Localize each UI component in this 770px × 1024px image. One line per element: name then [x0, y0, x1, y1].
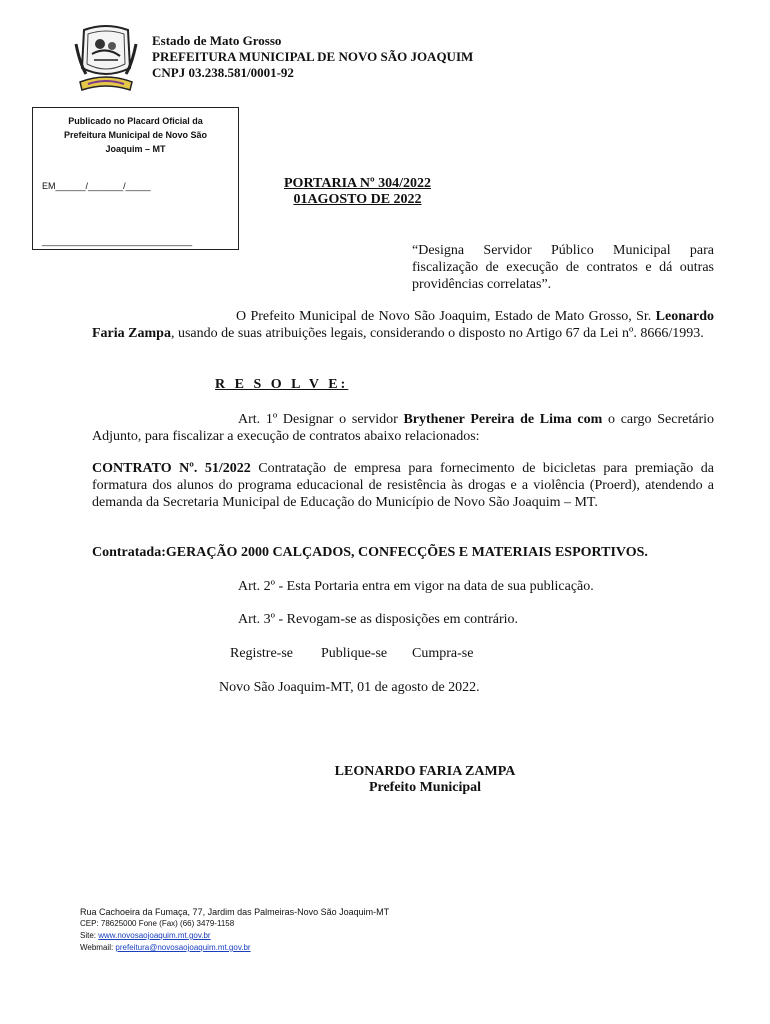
- registre-se: Registre-se: [230, 646, 293, 661]
- signatory-name: LEONARDO FARIA ZAMPA: [334, 764, 516, 779]
- portaria-date: 01AGOSTO DE 2022: [293, 192, 422, 207]
- ementa: “Designa Servidor Público Municipal para fiscalização de execução de contratos e dá outras providências correlatas”.: [412, 243, 714, 292]
- preamble-paragraph: [92, 308, 714, 342]
- footer-site-label: Site:: [80, 931, 99, 940]
- stamp-signature-line: ______________________________: [42, 236, 193, 246]
- article-1-text-2: o cargo Secretário Adjunto, para fiscalizar a execução de contratos abaixo relacionados:: [92, 412, 715, 444]
- resolve-heading: R E S O L V E:: [215, 377, 349, 392]
- stamp-date-line: EM______/_______/_____: [42, 181, 151, 191]
- portaria-heading: [230, 176, 485, 208]
- letterhead: [152, 33, 473, 81]
- signature-block: [230, 764, 620, 796]
- article-1-servant: Brythener Pereira de Lima com: [403, 412, 603, 427]
- preamble-mayor-name: Leonardo Faria Zampa: [92, 309, 714, 341]
- municipal-coat-of-arms-icon: [74, 24, 138, 94]
- contract-description: Contratação de empresa para fornecimento de bicicletas para premiação da formatura dos alunos do programa educacional de resistência às drogas e a violência (Proerd), atendendo a demanda da Secretaria Municipal de Educação do Município de Novo São Joaquim – MT.: [92, 461, 714, 510]
- contract-paragraph: [92, 460, 714, 511]
- cumpra-se: Cumpra-se: [412, 646, 474, 661]
- place-date: Novo São Joaquim-MT, 01 de agosto de 2022.: [219, 680, 480, 695]
- publique-se: Publique-se: [321, 646, 388, 661]
- footer-webmail-link[interactable]: prefeitura@novosaojoaquim.mt.gov.br: [115, 943, 251, 952]
- article-3: Art. 3º - Revogam-se as disposições em contrário.: [238, 612, 518, 627]
- stamp-title: Publicado no Placard Oficial da Prefeitura Municipal de Novo São Joaquim – MT: [63, 116, 208, 154]
- article-2: Art. 2º - Esta Portaria entra em vigor na data de sua publicação.: [238, 579, 594, 594]
- cnpj: CNPJ 03.238.581/0001-92: [152, 65, 294, 80]
- footer-webmail-row: [80, 942, 389, 954]
- preamble-text-1: O Prefeito Municipal de Novo São Joaquim, Estado de Mato Grosso, Sr.: [236, 309, 656, 324]
- article-1-text-1: Art. 1º Designar o servidor: [238, 412, 404, 427]
- state-name: Estado de Mato Grosso: [152, 33, 282, 48]
- preamble-text-2: , usando de suas atribuições legais, considerando o disposto no Artigo 67 da Lei nº. 8666/1993.: [170, 326, 704, 341]
- contracted-company: Contratada:GERAÇÃO 2000 CALÇADOS, CONFECÇÕES E MATERIAIS ESPORTIVOS.: [92, 545, 648, 560]
- signatory-role: Prefeito Municipal: [368, 780, 482, 795]
- footer-webmail-label: Webmail:: [80, 943, 116, 952]
- prefeitura-name: PREFEITURA MUNICIPAL DE NOVO SÃO JOAQUIM: [152, 49, 474, 64]
- portaria-number: PORTARIA Nº 304/2022: [284, 176, 431, 191]
- contract-number: CONTRATO Nº. 51/2022: [92, 461, 251, 476]
- footer-site-row: [80, 930, 389, 942]
- footer-site-link[interactable]: www.novosaojoaquim.mt.gov.br: [98, 931, 211, 940]
- footer-cep: CEP: 78625000 Fone (Fax) (66) 3479-1158: [80, 919, 235, 928]
- article-1: [92, 411, 714, 445]
- footer: [80, 906, 389, 954]
- footer-address: Rua Cachoeira da Fumaça, 77, Jardim das Palmeiras-Novo São Joaquim-MT: [80, 907, 390, 917]
- publication-stamp-box: [32, 107, 239, 250]
